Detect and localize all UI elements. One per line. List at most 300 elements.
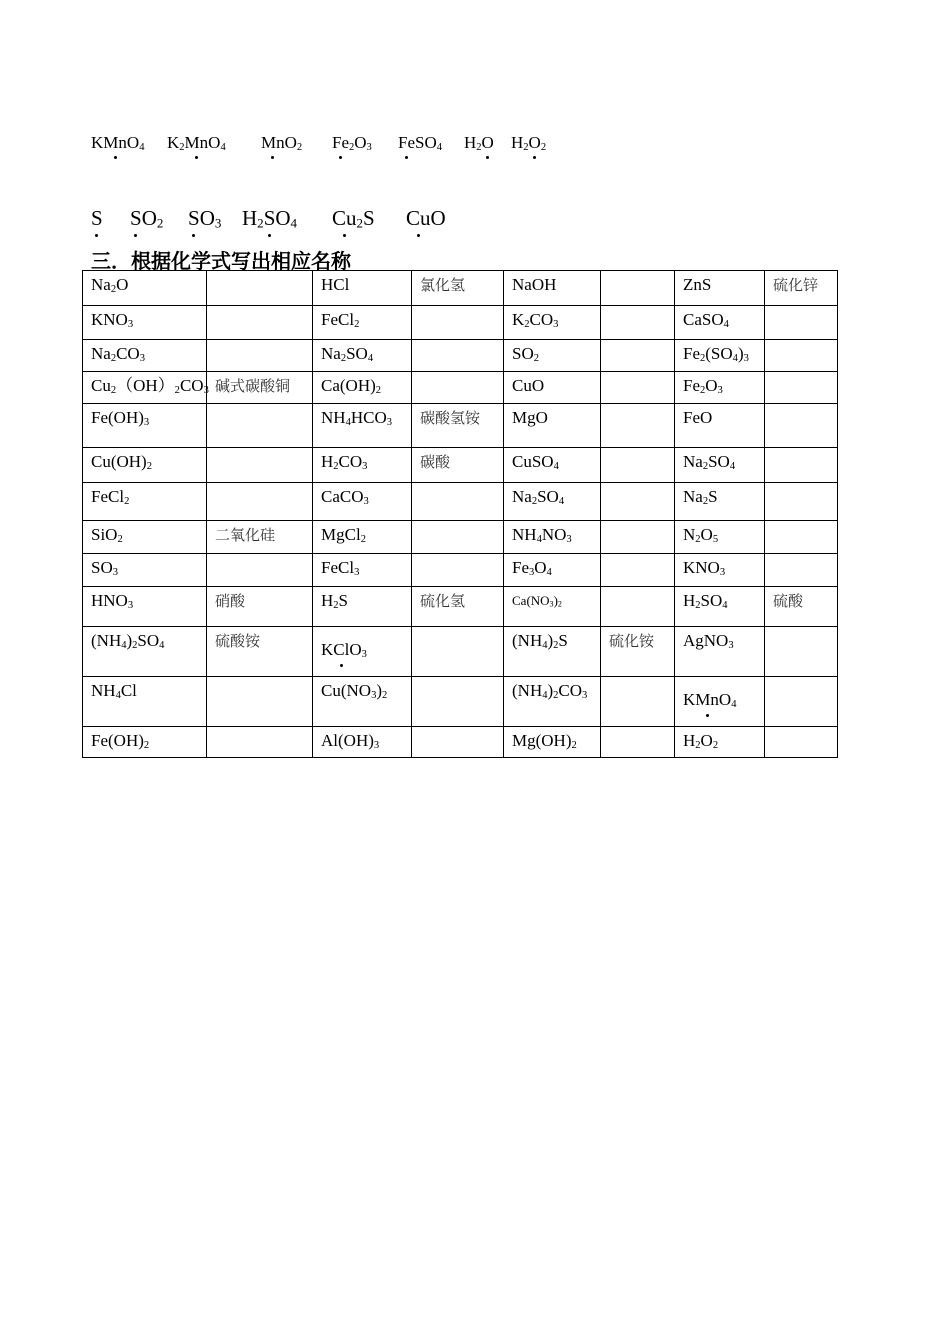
subscript: 2	[356, 215, 364, 231]
name-cell: 碳酸氢铵	[412, 404, 504, 448]
formula-cell	[83, 306, 207, 340]
name-cell: 硫酸铵	[207, 627, 313, 677]
formula-text: Na	[512, 487, 532, 506]
formula-cell	[83, 727, 207, 758]
formula-cell	[83, 372, 207, 404]
name-cell	[765, 404, 838, 448]
emphasis-dot-text: Mn	[695, 690, 719, 709]
name-cell	[601, 271, 675, 306]
formula-text: O	[700, 525, 713, 544]
name-cell	[601, 483, 675, 521]
formula-cell	[675, 404, 765, 448]
table-row	[83, 727, 838, 758]
formula-text: FeCl	[321, 310, 355, 329]
subscript: 2	[712, 739, 719, 751]
formula-text: H	[321, 452, 334, 471]
name-cell	[601, 587, 675, 627]
formula-text: CO	[179, 376, 204, 395]
name-cell	[765, 677, 838, 727]
subscript: 3	[743, 352, 749, 364]
formula-text: CO	[338, 452, 363, 471]
formula-text: O	[199, 206, 215, 230]
formula-cell	[504, 340, 601, 372]
subscript: 3	[354, 566, 360, 578]
formula-text: NH	[91, 681, 116, 700]
formula-text: )	[547, 681, 554, 700]
name-cell	[412, 483, 504, 521]
subscript: 2	[110, 384, 117, 396]
formula-text: CuSO	[512, 452, 554, 471]
subscript: 2	[571, 739, 577, 751]
name-cell	[765, 627, 838, 677]
formula-cell	[675, 677, 765, 727]
formula-text: O	[430, 206, 446, 230]
subscript: 2	[360, 533, 366, 545]
name-cell	[601, 372, 675, 404]
subscript: 4	[732, 352, 738, 364]
formula-cell	[504, 521, 601, 554]
formula-g3	[188, 206, 221, 231]
name-cell	[601, 448, 675, 483]
name-cell	[207, 483, 313, 521]
formula-g2	[130, 206, 163, 231]
formula-cell	[504, 271, 601, 306]
subscript: 4	[729, 460, 736, 472]
name-cell	[207, 677, 313, 727]
formula-text: CO	[116, 344, 140, 363]
table-row	[83, 677, 838, 727]
formula-cell	[313, 727, 412, 758]
subscript: 2	[296, 141, 303, 153]
name-cell: 碱式碳酸铜	[207, 372, 313, 404]
formula-text: NH	[321, 408, 346, 427]
formula-cell	[313, 271, 412, 306]
subscript: 4	[367, 352, 374, 364]
formula-text: Ca(NO	[512, 593, 550, 608]
formula-text: N	[683, 525, 696, 544]
subscript: 4	[436, 141, 442, 153]
name-cell	[207, 404, 313, 448]
subscript: 3	[214, 215, 222, 231]
formula-text: K	[683, 690, 696, 709]
subscript: 2	[476, 141, 482, 153]
formula-text: Cu(OH)	[91, 452, 147, 471]
emphasis-dot-text: Mn	[261, 133, 285, 152]
subscript: 3	[139, 352, 145, 364]
formula-text: H	[683, 731, 696, 750]
formula-g6	[406, 206, 446, 231]
subscript: 2	[695, 533, 701, 545]
formula-text: )	[553, 593, 558, 608]
formula-cell	[313, 554, 412, 587]
table-row	[83, 340, 838, 372]
formula-text: Fe(OH)	[91, 408, 144, 427]
name-cell: 氯化氢	[412, 271, 504, 306]
formula-text: AgNO	[683, 631, 729, 650]
subscript: 2	[257, 215, 264, 231]
formula-text: )	[547, 631, 554, 650]
subscript: 4	[121, 639, 127, 651]
formula-cell	[313, 340, 412, 372]
table-row	[83, 404, 838, 448]
formula-text: SO	[512, 344, 534, 363]
name-cell	[207, 448, 313, 483]
name-cell	[207, 727, 313, 758]
formula-text: NO	[541, 525, 567, 544]
subscript: 3	[566, 533, 572, 545]
formula-cell	[504, 587, 601, 627]
subscript: 2	[146, 460, 152, 472]
formula-text: HNO	[91, 591, 128, 610]
subscript: 4	[546, 566, 552, 578]
formula-text: FeCl	[321, 558, 355, 577]
formula-cell	[504, 483, 601, 521]
formula-text: Cu(NO	[321, 681, 372, 700]
name-cell	[765, 554, 838, 587]
name-cell	[765, 727, 838, 758]
name-cell: 硝酸	[207, 587, 313, 627]
formula-text: (SO	[705, 344, 733, 363]
subscript: 3	[112, 566, 118, 578]
name-cell	[207, 340, 313, 372]
emphasis-dot-text: Mn	[184, 133, 209, 152]
subscript: 4	[731, 698, 737, 710]
formula-text: H	[464, 133, 477, 152]
name-cell	[412, 306, 504, 340]
formula-text: SO	[346, 344, 368, 363]
formula-text: O	[705, 376, 718, 395]
formula-text: O	[700, 731, 713, 750]
subscript: 3	[717, 384, 723, 396]
formula-cell	[675, 448, 765, 483]
name-cell	[412, 340, 504, 372]
formula-cell	[313, 627, 412, 677]
subscript: 2	[156, 215, 164, 231]
formula-text: )	[126, 631, 133, 650]
formula-g5	[332, 206, 375, 231]
name-cell	[412, 521, 504, 554]
emphasis-dot-text: O	[528, 133, 541, 152]
subscript: 3	[127, 318, 134, 330]
formula-text: SO	[137, 631, 160, 650]
name-cell	[207, 271, 313, 306]
subscript: 2	[695, 739, 701, 751]
subscript: 2	[179, 141, 185, 153]
formula-cell	[504, 448, 601, 483]
table-row	[83, 306, 838, 340]
subscript: 2	[695, 599, 701, 611]
formula-cell	[83, 483, 207, 521]
table-row	[83, 271, 838, 306]
subscript: 2	[124, 495, 130, 507]
formula-text: NaOH	[512, 275, 557, 294]
table-row	[83, 448, 838, 483]
formula-cell	[313, 372, 412, 404]
name-cell	[765, 521, 838, 554]
subscript: 2	[132, 639, 138, 651]
formula-name-table	[82, 270, 838, 758]
formula-cell	[83, 271, 207, 306]
subscript: 2	[533, 352, 539, 364]
formula-cell	[504, 306, 601, 340]
emphasis-dot-text: S	[263, 206, 276, 230]
formula-text: CaSO	[683, 310, 724, 329]
name-cell: 二氧化硅	[207, 521, 313, 554]
formula-cell	[313, 677, 412, 727]
formula-cell	[313, 587, 412, 627]
formula-text: Fe	[683, 376, 700, 395]
formula-text: K	[91, 133, 104, 152]
formula-cell	[675, 587, 765, 627]
emphasis-dot-text: O	[481, 133, 494, 152]
name-cell	[412, 627, 504, 677]
formula-g1	[91, 206, 103, 231]
name-cell	[601, 404, 675, 448]
formula-cell	[83, 340, 207, 372]
formula-text: Ca(OH)	[321, 376, 376, 395]
name-cell: 碳酸	[412, 448, 504, 483]
table-row	[83, 521, 838, 554]
subscript: 2	[174, 384, 180, 396]
formula-text: O	[116, 275, 129, 294]
formula-text: O	[354, 133, 367, 152]
formula-text: KNO	[683, 558, 720, 577]
formula-cell	[83, 677, 207, 727]
subscript: 4	[139, 141, 145, 153]
formula-f4	[332, 133, 372, 153]
formula-text: O	[349, 640, 362, 659]
formula-f5	[398, 133, 442, 153]
emphasis-dot-text: Cu	[406, 206, 431, 230]
formula-cell	[83, 521, 207, 554]
name-cell	[765, 306, 838, 340]
name-cell	[207, 554, 313, 587]
subscript: 3	[529, 566, 535, 578]
subscript: 2	[700, 384, 706, 396]
table-row	[83, 627, 838, 677]
formula-text: NH	[512, 525, 537, 544]
formula-cell	[675, 372, 765, 404]
subscript: 2	[382, 689, 388, 701]
formula-cell	[675, 521, 765, 554]
formula-cell	[675, 306, 765, 340]
formula-text: Na	[683, 487, 703, 506]
emphasis-dot-text: Fe	[332, 133, 349, 152]
formula-text: O	[126, 133, 140, 152]
emphasis-dot-text: Mn	[103, 133, 127, 152]
formula-text: ZnS	[683, 275, 712, 294]
formula-text: H	[321, 591, 334, 610]
formula-text: H	[683, 591, 696, 610]
subscript: 2	[553, 689, 559, 701]
subscript: 4	[159, 639, 165, 651]
formula-cell	[504, 677, 601, 727]
formula-cell	[675, 627, 765, 677]
formula-cell	[675, 271, 765, 306]
formula-cell	[675, 727, 765, 758]
subscript: 4	[558, 495, 565, 507]
formula-cell	[83, 627, 207, 677]
subscript: 3	[361, 648, 367, 660]
subscript: 3	[719, 566, 726, 578]
formula-text: Fe(OH)	[91, 731, 144, 750]
subscript: 2	[702, 460, 709, 472]
subscript: 4	[345, 416, 351, 428]
formula-text: （OH）	[116, 376, 175, 395]
subscript: 4	[553, 460, 559, 472]
formula-text: S	[558, 631, 568, 650]
formula-cell	[313, 404, 412, 448]
formula-f1	[91, 133, 144, 153]
formula-text: O	[208, 133, 221, 152]
formula-text: SiO	[91, 525, 118, 544]
name-cell: 硫化锌	[765, 271, 838, 306]
formula-text: MgO	[512, 408, 548, 427]
subscript: 4	[290, 215, 298, 231]
formula-text: O	[718, 690, 732, 709]
formula-text: H	[511, 133, 524, 152]
table-row	[83, 554, 838, 587]
formula-f2	[167, 133, 226, 153]
name-cell	[412, 677, 504, 727]
formula-text: SO	[537, 487, 559, 506]
name-cell	[412, 554, 504, 587]
formula-text: SO	[91, 558, 113, 577]
subscript: 4	[536, 533, 542, 545]
name-cell	[412, 727, 504, 758]
formula-cell	[83, 448, 207, 483]
emphasis-dot-text: Cl	[333, 640, 350, 659]
name-cell	[765, 372, 838, 404]
formula-text: CO	[529, 310, 554, 329]
formula-f7	[511, 133, 546, 153]
subscript: 3	[582, 689, 588, 701]
formula-text: O	[275, 206, 291, 230]
formula-text: MgCl	[321, 525, 361, 544]
subscript: 2	[117, 533, 123, 545]
formula-text: O	[534, 558, 547, 577]
subscript: 3	[203, 384, 209, 396]
formula-text: K	[167, 133, 180, 152]
formula-cell	[504, 627, 601, 677]
formula-text: HCl	[321, 275, 350, 294]
name-cell: 硫酸	[765, 587, 838, 627]
subscript: 3	[553, 318, 559, 330]
table-row	[83, 372, 838, 404]
subscript: 4	[542, 639, 548, 651]
formula-cell	[504, 727, 601, 758]
formula-text: S	[708, 487, 718, 506]
name-cell	[765, 483, 838, 521]
formula-text: Fe	[683, 344, 700, 363]
name-cell	[601, 340, 675, 372]
name-cell	[207, 306, 313, 340]
formula-text: (NH	[512, 631, 543, 650]
formula-text: Na	[91, 275, 111, 294]
subscript: 4	[722, 599, 728, 611]
subscript: 2	[700, 352, 706, 364]
formula-cell	[83, 554, 207, 587]
formula-cell	[313, 448, 412, 483]
formula-f3	[261, 133, 302, 153]
formula-text: Mg(OH)	[512, 731, 572, 750]
formula-text: CaCO	[321, 487, 364, 506]
subscript: 3	[366, 141, 372, 153]
emphasis-dot-text: Cu	[332, 206, 357, 230]
name-cell	[601, 727, 675, 758]
section-heading: 三．根据化学式写出相应名称	[91, 249, 351, 273]
formula-cell	[675, 340, 765, 372]
subscript: 3	[371, 689, 377, 701]
formula-cell	[83, 587, 207, 627]
subscript: 2	[540, 141, 547, 153]
name-cell	[601, 521, 675, 554]
subscript: 2	[531, 495, 538, 507]
formula-text: Na	[321, 344, 341, 363]
table-row	[83, 587, 838, 627]
formula-text: (NH	[91, 631, 122, 650]
formula-text: )	[737, 344, 744, 363]
name-cell: 硫化氢	[412, 587, 504, 627]
subscript: 4	[542, 689, 548, 701]
formula-text: CO	[558, 681, 583, 700]
formula-text: Na	[683, 452, 703, 471]
table-row	[83, 483, 838, 521]
subscript: 3	[728, 639, 734, 651]
subscript: 2	[110, 352, 117, 364]
formula-g4	[242, 206, 297, 231]
formula-text: K	[321, 640, 334, 659]
subscript: 2	[143, 739, 150, 751]
formula-text: Cu	[91, 376, 111, 395]
subscript: 2	[110, 283, 117, 295]
subscript: 3	[363, 495, 369, 507]
formula-cell	[83, 404, 207, 448]
subscript: 3	[127, 599, 134, 611]
formula-cell	[675, 483, 765, 521]
name-cell	[412, 372, 504, 404]
subscript: 4	[723, 318, 729, 330]
formula-text: H	[242, 206, 258, 230]
subscript: 3	[549, 599, 554, 609]
subscript: 2	[553, 639, 559, 651]
formula-cell	[504, 404, 601, 448]
formula-text: CuO	[512, 376, 545, 395]
formula-text: O	[141, 206, 157, 230]
subscript: 2	[702, 495, 709, 507]
name-cell	[601, 677, 675, 727]
formula-cell	[313, 521, 412, 554]
subscript: 2	[349, 141, 355, 153]
name-cell	[601, 554, 675, 587]
subscript: 2	[523, 141, 529, 153]
formula-cell	[313, 483, 412, 521]
subscript: 4	[220, 141, 226, 153]
name-cell	[765, 448, 838, 483]
formula-text: SO	[415, 133, 437, 152]
formula-text: FeCl	[91, 487, 125, 506]
subscript: 2	[354, 318, 360, 330]
subscript: 2	[524, 318, 530, 330]
formula-text: SO	[708, 452, 730, 471]
formula-f6	[464, 133, 494, 153]
emphasis-dot-text: S	[91, 206, 103, 230]
emphasis-dot-text: S	[130, 206, 142, 230]
formula-text: SO	[700, 591, 723, 610]
subscript: 2	[557, 599, 562, 609]
formula-text: O	[284, 133, 297, 152]
formula-cell	[504, 554, 601, 587]
